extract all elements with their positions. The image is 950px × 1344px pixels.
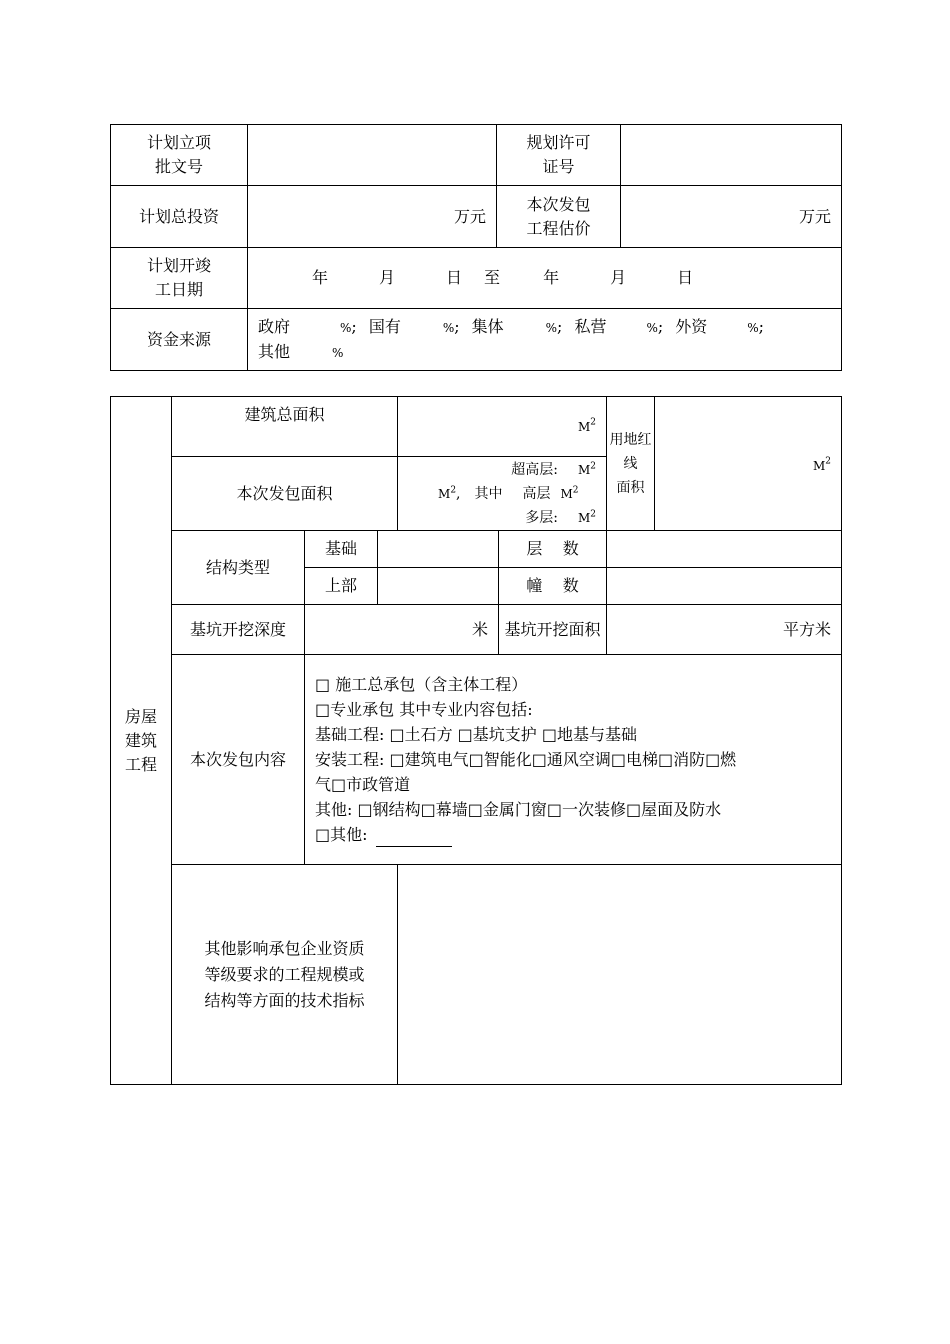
buildings-label: 幢 数 — [499, 568, 607, 605]
total-investment-field[interactable] — [248, 186, 497, 248]
pct: % — [332, 345, 344, 360]
category-line: 房屋 — [124, 706, 157, 726]
floors-field[interactable] — [607, 531, 842, 568]
sep: ; — [351, 316, 357, 336]
content-line[interactable]: □专业承包 其中专业内容包括: — [315, 700, 533, 719]
unit-label: 平方米 — [783, 619, 832, 639]
planned-dates-label — [111, 248, 248, 309]
unit-m: M — [560, 486, 573, 501]
unit-m: M — [578, 462, 591, 477]
contract-estimate-field[interactable] — [621, 186, 842, 248]
label-line: 证号 — [542, 157, 575, 176]
comma: , — [456, 485, 461, 502]
land-redline-area-label — [607, 397, 655, 531]
fund-gov: 政府 — [258, 316, 291, 336]
unit-m: M — [813, 459, 826, 473]
to-label: 至 — [484, 268, 501, 287]
label-line: 规划许可 — [526, 133, 591, 152]
buildings-field[interactable] — [607, 568, 842, 605]
unit-m: M — [578, 510, 591, 525]
total-investment-label: 计划总投资 — [111, 186, 248, 248]
upper-field[interactable] — [378, 568, 499, 605]
content-line[interactable]: 基础工程: □土石方 □基坑支护 □地基与基础 — [315, 725, 638, 744]
upper-label: 上部 — [305, 568, 378, 605]
sep: ; — [454, 316, 460, 336]
high-label: 高层 — [522, 485, 551, 502]
sep: ; — [557, 316, 563, 336]
other-blank[interactable] — [376, 830, 452, 847]
funding-line-2 — [258, 340, 841, 365]
floors-label: 层 数 — [499, 531, 607, 568]
pct: % — [646, 320, 658, 335]
label-line: 计划开竣 — [146, 256, 211, 275]
content-line[interactable]: 其他: □钢结构□幕墙□金属门窗□一次装修□屋面及防水 — [315, 800, 722, 819]
contract-estimate-label — [497, 186, 621, 248]
building-category-label — [111, 397, 172, 1085]
contract-content-label: 本次发包内容 — [172, 655, 305, 865]
funding-source-field[interactable] — [248, 309, 842, 371]
sep: ; — [657, 316, 664, 336]
plan-approval-label — [111, 125, 248, 186]
content-line[interactable]: 安装工程: □建筑电气□智能化□通风空调□电梯□消防□燃 — [315, 750, 737, 769]
unit-m: M — [438, 486, 451, 501]
unit-sup: 2 — [450, 484, 457, 495]
contract-content-field[interactable] — [305, 655, 842, 865]
pct: % — [747, 320, 759, 335]
sep: ; — [758, 316, 765, 336]
contract-area-label: 本次发包面积 — [172, 457, 398, 531]
pit-area-field[interactable] — [607, 605, 842, 655]
content-line[interactable]: 气□市政管道 — [315, 775, 411, 794]
content-other-line[interactable] — [315, 822, 835, 847]
project-info-table — [110, 124, 842, 371]
unit-label: 米 — [472, 619, 489, 639]
total-area-label: 建筑总面积 — [172, 397, 398, 457]
label-line: 结构等方面的技术指标 — [204, 990, 365, 1010]
label-line: 本次发包 — [526, 194, 591, 214]
multi-label: 多层: — [525, 509, 558, 526]
month-start: 月 — [379, 268, 396, 287]
unit-label: 万元 — [798, 206, 831, 226]
fund-collective: 集体 — [471, 316, 504, 336]
pct: % — [545, 320, 558, 335]
land-redline-area-field[interactable] — [655, 397, 842, 531]
category-line: 建筑 — [124, 730, 157, 750]
label-line: 等级要求的工程规模或 — [204, 964, 365, 984]
of-which-label: 其中 — [474, 485, 503, 502]
label-line: 工程估价 — [526, 218, 591, 238]
super-high-label: 超高层: — [511, 461, 558, 478]
unit-m: M — [578, 420, 591, 434]
content-line[interactable]: □ 施工总承包（含主体工程） — [315, 675, 528, 694]
pit-depth-label: 基坑开挖深度 — [172, 605, 305, 655]
high-line — [398, 482, 606, 506]
permit-label — [497, 125, 621, 186]
label-line: 批文号 — [154, 157, 203, 176]
pct: % — [442, 320, 455, 335]
category-line: 工程 — [124, 754, 157, 774]
unit-sup: 2 — [825, 456, 832, 467]
label-line: 计划立项 — [146, 133, 211, 152]
year-start: 年 — [312, 268, 329, 287]
foundation-field[interactable] — [378, 531, 499, 568]
permit-field[interactable] — [621, 125, 842, 186]
tech-indicators-field[interactable] — [398, 865, 842, 1085]
fund-foreign: 外资 — [675, 316, 708, 336]
structure-type-label: 结构类型 — [172, 531, 305, 605]
other-label: □其他: — [315, 825, 368, 844]
unit-sup: 2 — [572, 484, 579, 495]
unit-sup: 2 — [590, 508, 597, 519]
contract-area-field[interactable] — [398, 457, 607, 531]
planned-dates-field[interactable] — [248, 248, 842, 309]
funding-line-1 — [258, 315, 841, 340]
multi-line — [398, 506, 606, 530]
label-line: 工日期 — [154, 280, 203, 299]
funding-source-label: 资金来源 — [111, 309, 248, 371]
day-start: 日 — [446, 268, 463, 287]
label-line: 面积 — [616, 479, 645, 496]
plan-approval-field[interactable] — [248, 125, 497, 186]
pit-depth-field[interactable] — [305, 605, 499, 655]
unit-sup: 2 — [590, 460, 597, 471]
fund-state: 国有 — [368, 316, 401, 336]
unit-label: 万元 — [453, 206, 486, 226]
total-area-field[interactable] — [398, 397, 607, 457]
label-line: 用地红线 — [609, 431, 652, 472]
super-high-line — [398, 458, 606, 482]
label-line: 其他影响承包企业资质 — [204, 938, 365, 958]
foundation-label: 基础 — [305, 531, 378, 568]
unit-sup: 2 — [590, 417, 597, 428]
day-end: 日 — [677, 268, 694, 287]
pct: % — [340, 320, 352, 335]
building-works-table — [110, 396, 842, 1085]
fund-private: 私营 — [574, 316, 607, 336]
month-end: 月 — [610, 268, 627, 287]
tech-indicators-label — [172, 865, 398, 1085]
fund-other: 其他 — [258, 341, 291, 361]
year-end: 年 — [543, 268, 560, 287]
pit-area-label: 基坑开挖面积 — [499, 605, 607, 655]
